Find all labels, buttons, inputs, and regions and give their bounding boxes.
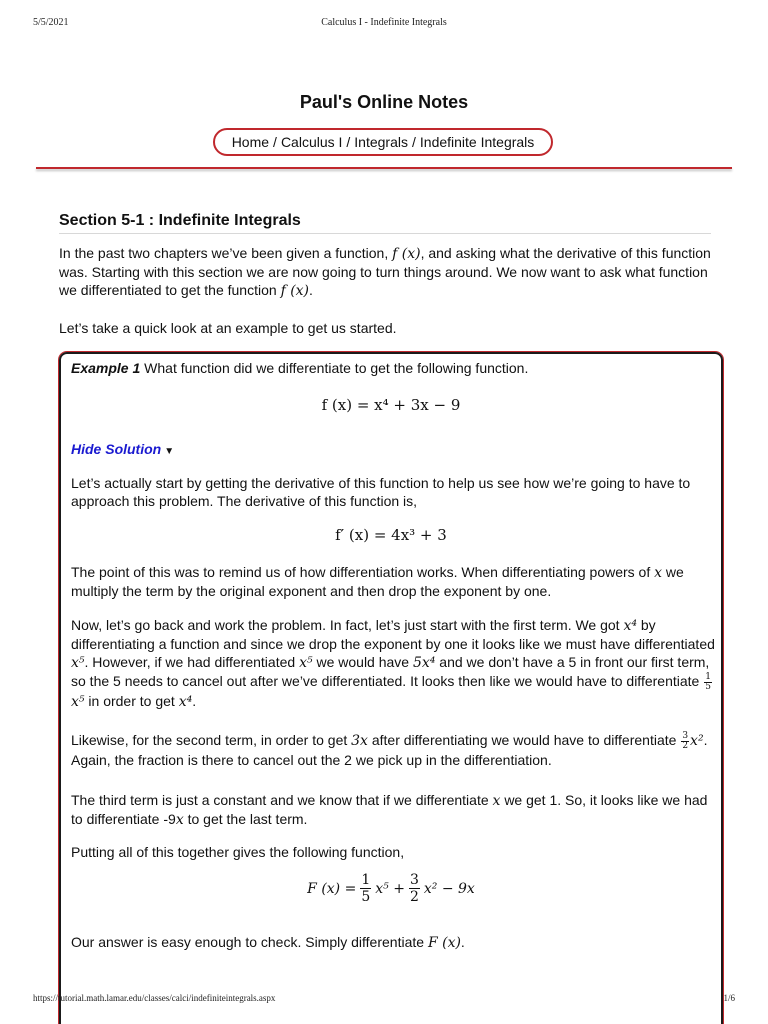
solution-text: Likewise, for the second term, in order to get [71,732,348,748]
fraction-denominator: 2 [409,889,419,905]
solution-text: . [460,934,465,950]
equation-term: x² − 9x [423,880,475,897]
hide-solution-toggle[interactable] [71,441,174,457]
solution-text: and we don’t have a 5 in front our first term, so the 5 needs to cancel out after we’ve differentiated. It looks then like we would have to differentiate [71,654,710,689]
solution-text: we get 1. So, it looks like we had to differentiate -9 [71,792,708,827]
print-page-count: 1/6 [723,993,735,1003]
fraction-denominator: 2 [682,740,689,751]
fraction-numerator: 1 [361,872,371,888]
solution-text: after differentiating we would have to differentiate [371,732,677,748]
fraction-numerator: 3 [682,730,689,741]
math-x5: x⁵ [71,655,85,671]
solution-text: . [192,692,197,709]
breadcrumb-home[interactable]: Home [231,134,270,150]
equation-f-prime: f′ (x) = 4x³ + 3 [335,526,447,544]
site-title[interactable]: Paul's Online Notes [299,92,469,112]
math-x2: x² [690,733,704,749]
intro-paragraph-2: Let’s take a quick look at an example to get us started. [59,320,397,336]
equation-term: x⁵ + [375,880,405,897]
example-prompt [71,359,716,377]
equation-lhs: F (x) = [307,880,357,897]
solution-paragraph-3 [71,616,716,711]
equation-F [61,872,721,905]
caret-down-icon: ▼ [164,446,175,457]
fraction-three-halves [409,872,420,905]
breadcrumb [213,128,553,156]
math-x: x [175,812,184,828]
math-Fx: F (x) [427,935,461,951]
breadcrumb-indefinite-integrals[interactable]: Indefinite Integrals [419,134,535,150]
intro-text: , and asking what the derivative of this function was. Starting with this section we are now going to turn things around. We now want to ask what function we differentiated to get the function [59,245,711,298]
intro-text: In the past two chapters we’ve been given a function, [59,245,389,261]
solution-text: we multiply the term by the original exponent and then drop the exponent by one. [71,564,684,599]
fraction-three-halves [681,732,689,751]
intro-paragraph [59,244,719,300]
print-page-title: Calculus I - Indefinite Integrals [321,17,447,28]
math-x: x [492,793,501,809]
example-prompt-text: What function did we differentiate to get the following function. [144,360,529,376]
math-x4: x⁴ [178,693,193,710]
solution-text: . However, if we had differentiated [84,654,296,670]
example-label: Example 1 [71,360,141,376]
math-5x4: 5x⁴ [412,655,436,671]
breadcrumb-separator: / [346,134,351,150]
math-x4: x⁴ [623,618,637,634]
math-fx: f (x) [280,283,310,299]
math-x: x [654,565,663,581]
math-x5: x⁵ [71,693,85,710]
solution-paragraph-4 [71,731,716,769]
solution-paragraph-2 [71,563,716,600]
fraction-denominator: 5 [705,681,711,692]
section-title: Section 5-1 : Indefinite Integrals [59,212,711,234]
solution-text: . Again, the fraction is there to cancel out the 2 we pick up in the differentiation. [71,732,708,768]
fraction-numerator: 3 [409,872,419,888]
print-header [0,17,768,31]
intro-text: . [309,282,313,298]
solution-text: The third term is just a constant and we know that if we differentiate [71,792,489,808]
fraction-one-fifth [360,872,371,905]
example-box [59,352,723,1024]
solution-text: Our answer is easy enough to check. Simply differentiate [71,934,425,950]
hide-solution-label: Hide Solution [71,441,162,457]
solution-text: in order to get [88,692,175,709]
solution-text: to get the last term. [187,811,308,827]
print-footer [0,993,768,1007]
breadcrumb-separator: / [273,134,277,150]
fraction-numerator: 1 [705,671,711,682]
solution-paragraph-6: Putting all of this together gives the following function, [71,844,405,860]
breadcrumb-separator: / [412,134,416,150]
solution-paragraph-5 [71,791,716,829]
math-fx: f (x) [392,246,421,262]
header-divider [36,167,732,169]
solution-paragraph-7 [71,933,716,952]
fraction-denominator: 5 [361,889,371,905]
print-url: https://tutorial.math.lamar.edu/classes/calci/indefiniteintegrals.aspx [33,993,276,1003]
math-3x: 3x [351,733,368,749]
print-date: 5/5/2021 [33,17,69,28]
math-x5: x⁵ [299,655,313,671]
solution-text: by differentiating a function and since we drop the exponent by one it looks like we must have differentiated [71,617,715,652]
solution-text: we would have [316,654,410,670]
breadcrumb-integrals[interactable]: Integrals [354,134,408,150]
solution-paragraph-1: Let’s actually start by getting the derivative of this function to help us see how we’re going to have to approach this problem. The derivative of this function is, [71,475,691,509]
solution-text: Now, let’s go back and work the problem. In fact, let’s just start with the first term. We got [71,617,620,633]
solution-text: The point of this was to remind us of how differentiation works. When differentiating powers of [71,564,651,580]
fraction-one-fifth [704,673,712,692]
breadcrumb-calculus-i[interactable]: Calculus I [280,134,343,150]
equation-f: f (x) = x⁴ + 3x − 9 [321,396,461,414]
